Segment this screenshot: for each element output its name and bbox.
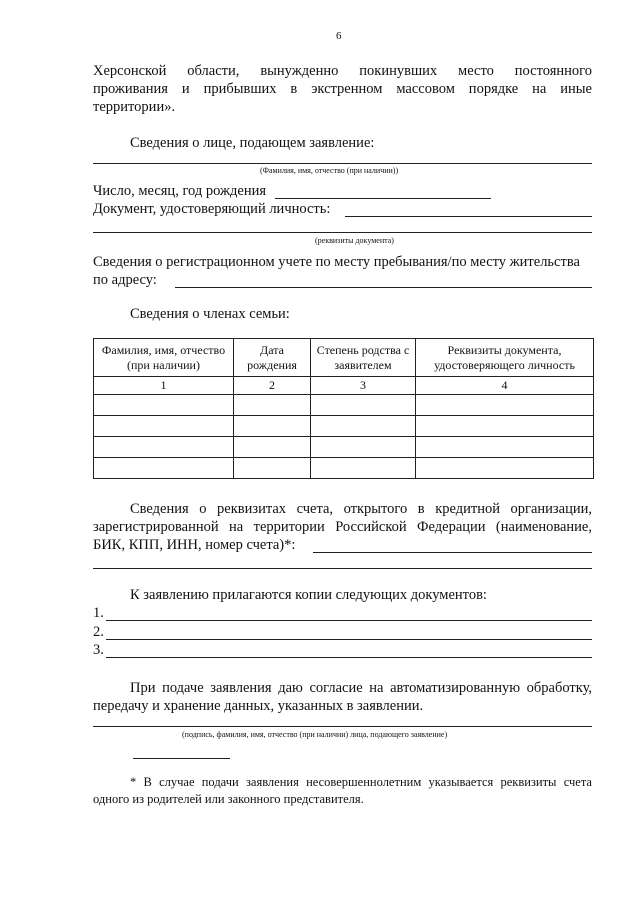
attachments-heading: К заявлению прилагаются копии следующих документов: [130, 587, 487, 603]
consent-line-2: передачу и хранение данных, указанных в заявлении. [93, 698, 424, 714]
col-num-3: 3 [311, 377, 416, 395]
id-doc-caption: (реквизиты документа) [315, 236, 394, 245]
registration-line-1: Сведения о регистрационном учете по месту пребывания/по месту жительства [93, 254, 580, 270]
bank-account-field[interactable] [313, 552, 592, 553]
page-number: 6 [336, 30, 342, 42]
family-table-header [94, 339, 594, 377]
table-row [94, 458, 594, 479]
col-header-dob: Дата рождения [234, 339, 311, 377]
table-row [94, 416, 594, 437]
table-row [94, 395, 594, 416]
signature-caption: (подпись, фамилия, имя, отчество (при наличии) лица, подающего заявление) [182, 730, 448, 739]
table-cell[interactable] [234, 458, 311, 479]
attachment-field-3[interactable] [106, 657, 592, 658]
attachment-number-2: 2. [93, 624, 104, 640]
col-header-relation: Степень родства с заявителем [311, 339, 416, 377]
col-num-1: 1 [94, 377, 234, 395]
table-cell[interactable] [416, 395, 594, 416]
bank-line-1: Сведения о реквизитах счета, открытого в кредитной организации, [130, 501, 592, 517]
col-num-2: 2 [234, 377, 311, 395]
intro-line-1: Херсонской области, вынужденно покинувших место постоянного [93, 63, 592, 79]
family-table-num-row [94, 377, 594, 395]
col-header-document: Реквизиты документа, удостоверяющего личность [416, 339, 594, 377]
id-doc-field[interactable] [345, 216, 592, 217]
table-cell[interactable] [311, 458, 416, 479]
table-cell[interactable] [94, 416, 234, 437]
dob-field[interactable] [275, 198, 491, 199]
consent-line-1: При подаче заявления даю согласие на автоматизированную обработку, [130, 680, 592, 696]
bank-line-3: БИК, КПП, ИНН, номер счета)*: [93, 537, 296, 553]
table-row [94, 437, 594, 458]
id-doc-label: Документ, удостоверяющий личность: [93, 201, 331, 217]
table-cell[interactable] [234, 395, 311, 416]
col-header-name: Фамилия, имя, отчество (при наличии) [94, 339, 234, 377]
applicant-name-caption: (Фамилия, имя, отчество (при наличии)) [260, 166, 399, 175]
intro-line-3: территории». [93, 99, 176, 115]
table-cell[interactable] [94, 395, 234, 416]
footnote-line-1: * В случае подачи заявления несовершеннолетним указывается реквизиты счета [130, 775, 592, 789]
attachment-field-2[interactable] [106, 639, 592, 640]
table-cell[interactable] [416, 437, 594, 458]
applicant-name-field[interactable] [93, 163, 592, 164]
table-cell[interactable] [311, 395, 416, 416]
table-cell[interactable] [311, 437, 416, 458]
bank-line-2: зарегистрированной на территории Российской Федерации (наименование, [93, 519, 592, 535]
attachment-field-1[interactable] [106, 620, 592, 621]
dob-label: Число, месяц, год рождения [93, 183, 267, 199]
bank-account-field-2[interactable] [93, 568, 592, 569]
applicant-heading: Сведения о лице, подающем заявление: [130, 135, 375, 151]
address-field[interactable] [175, 287, 592, 288]
attachment-number-3: 3. [93, 642, 104, 658]
registration-line-2: по адресу: [93, 272, 157, 288]
id-doc-field-2[interactable] [93, 232, 592, 233]
intro-line-2: проживания и прибывших в экстренном массовом порядке на иные [93, 81, 592, 97]
col-num-4: 4 [416, 377, 594, 395]
date-field[interactable] [133, 758, 230, 759]
table-cell[interactable] [416, 458, 594, 479]
table-cell[interactable] [94, 458, 234, 479]
family-heading: Сведения о членах семьи: [130, 306, 290, 322]
table-cell[interactable] [234, 416, 311, 437]
attachment-number-1: 1. [93, 605, 104, 621]
family-table [93, 338, 594, 479]
table-cell[interactable] [94, 437, 234, 458]
signature-field[interactable] [93, 726, 592, 727]
footnote-line-2: одного из родителей или законного представителя. [93, 792, 364, 806]
table-cell[interactable] [311, 416, 416, 437]
table-cell[interactable] [416, 416, 594, 437]
table-cell[interactable] [234, 437, 311, 458]
